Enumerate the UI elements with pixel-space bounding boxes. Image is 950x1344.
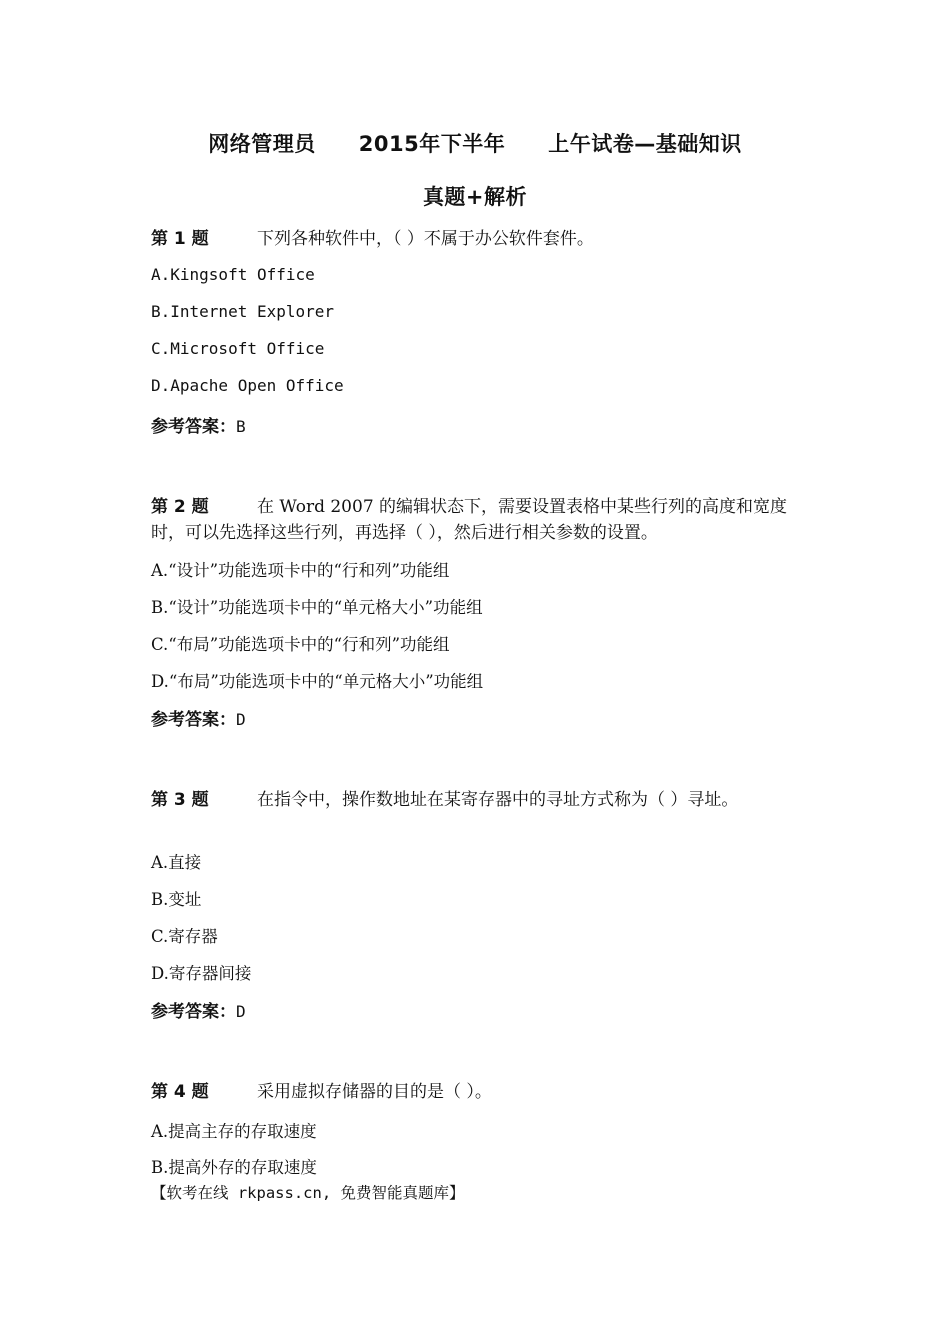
answer-label: 参考答案： [151,417,236,437]
answer-value: B [236,417,246,436]
answer-value: D [236,1002,246,1021]
question-3-text: 在指令中，操作数地址在某寄存器中的寻址方式称为（ ）寻址。 [257,790,739,810]
question-3-option-b: B.变址 [151,890,202,909]
question-3-option-c: C.寄存器 [151,927,218,946]
question-1-option-c: C.Microsoft Office [151,339,325,358]
question-3-stem [151,787,776,813]
question-3-number: 第 3 题 [151,790,209,810]
question-1-option-d: D.Apache Open Office [151,376,344,395]
question-4-number: 第 4 题 [151,1082,209,1102]
question-2-number: 第 2 题 [151,497,209,517]
question-2-answer [151,705,246,730]
question-3-option-d: D.寄存器间接 [151,964,252,983]
document-title: 网络管理员 2015年下半年 上午试卷—基础知识 [208,132,742,156]
question-2-option-c: C.“布局”功能选项卡中的“行和列”功能组 [151,635,450,654]
answer-label: 参考答案： [151,710,236,730]
question-1-stem [151,226,801,252]
footer-watermark: 【软考在线 rkpass.cn, 免费智能真题库】 [151,1184,465,1202]
question-1-option-a: A.Kingsoft Office [151,265,315,284]
question-3-answer [151,997,246,1022]
question-1-text: 下列各种软件中，（ ）不属于办公软件套件。 [257,229,594,249]
question-2-option-b: B.“设计”功能选项卡中的“单元格大小”功能组 [151,598,483,617]
question-4-option-a: A.提高主存的存取速度 [151,1122,317,1141]
question-4-option-b: B.提高外存的存取速度 [151,1158,317,1177]
answer-value: D [236,710,246,729]
document-subtitle: 真题+解析 [422,185,528,209]
question-1-number: 第 1 题 [151,229,209,249]
question-2-text: 在 Word 2007 的编辑状态下，需要设置表格中某些行列的高度和宽度时，可以先选择这些行列，再选择（ ），然后进行相关参数的设置。 [151,497,788,543]
question-2-option-d: D.“布局”功能选项卡中的“单元格大小”功能组 [151,672,484,691]
question-4-text: 采用虚拟存储器的目的是（ ）。 [257,1082,492,1102]
question-2-stem [151,494,801,546]
question-1-answer [151,412,246,437]
question-2-option-a: A.“设计”功能选项卡中的“行和列”功能组 [151,561,450,580]
question-1-option-b: B.Internet Explorer [151,302,335,321]
question-3-option-a: A.直接 [151,853,202,872]
question-4-stem [151,1079,801,1105]
answer-label: 参考答案： [151,1002,236,1022]
